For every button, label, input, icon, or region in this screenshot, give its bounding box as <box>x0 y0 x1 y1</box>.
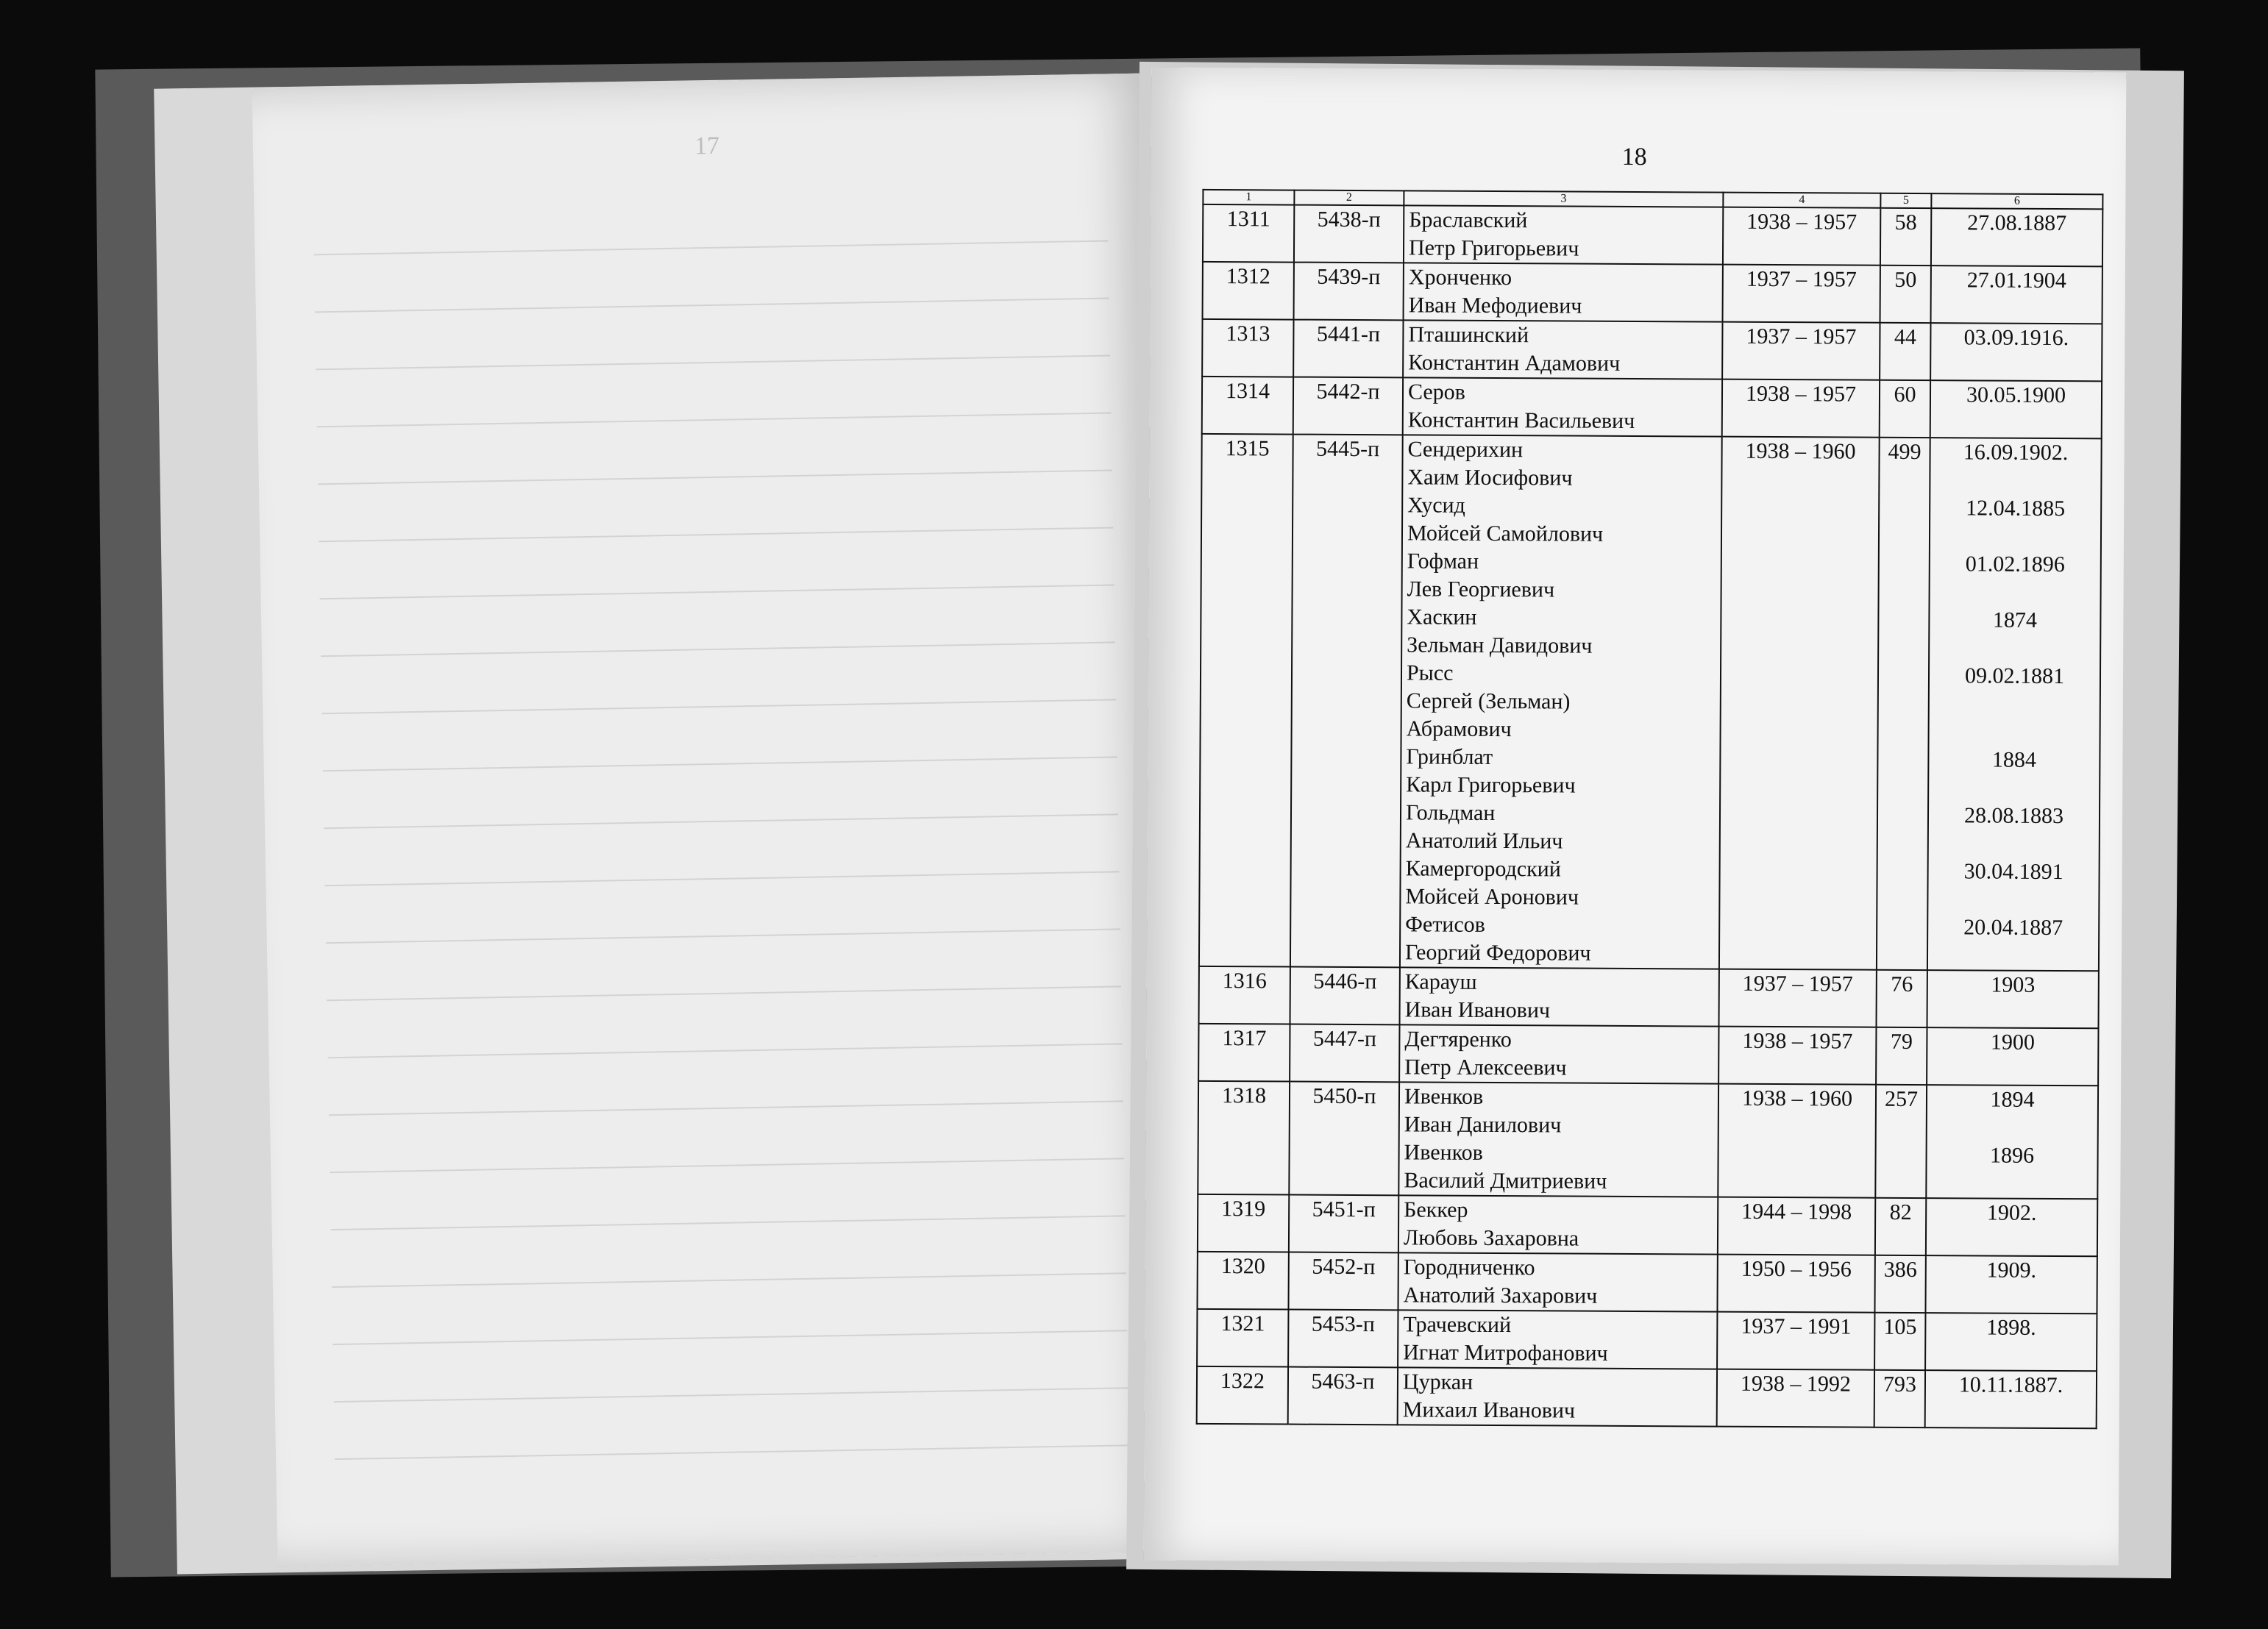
sheet-count: 58 <box>1880 208 1931 265</box>
person-name-line: Хронченко <box>1408 265 1512 290</box>
column-header: 4 <box>1723 193 1880 208</box>
person-name-line: Дегтяренко <box>1404 1027 1512 1052</box>
table-body <box>1197 204 2103 1428</box>
birth-date <box>1935 578 2096 607</box>
file-code: 5439-п <box>1294 263 1404 321</box>
person-name-line: Браславский <box>1409 207 1528 233</box>
column-header: 6 <box>1931 193 2102 209</box>
birth-date: 1898. <box>1986 1315 2036 1340</box>
birth-date: 16.09.1902. <box>1963 440 2069 466</box>
person-name-line: Константин Адамович <box>1408 350 1621 376</box>
table-row <box>1202 377 2102 438</box>
person-name-line: Хаим Иосифович <box>1407 465 1573 491</box>
birth-date: 1909. <box>1986 1258 2037 1283</box>
table-row <box>1197 1366 2097 1428</box>
person-name-line: Зельман Давидович <box>1407 632 1593 658</box>
record-number: 1317 <box>1198 1024 1290 1082</box>
birth-date <box>1932 1113 2093 1142</box>
person-name-line: Хусид <box>1407 493 1465 518</box>
table-row <box>1198 1081 2098 1199</box>
year-range: 1938 – 1960 <box>1719 437 1880 970</box>
birth-dates <box>1930 323 2102 381</box>
birth-date: 03.09.1916. <box>1963 325 2069 351</box>
person-name-line: Василий Дмитриевич <box>1404 1168 1607 1194</box>
record-number: 1311 <box>1203 204 1294 263</box>
birth-date <box>1934 690 2095 719</box>
person-names <box>1403 377 1722 436</box>
record-number: 1312 <box>1203 262 1294 320</box>
sheet-count: 257 <box>1875 1085 1927 1198</box>
person-name-line: Серов <box>1407 379 1465 404</box>
person-names <box>1399 1024 1718 1083</box>
sheet-count: 105 <box>1874 1313 1925 1370</box>
birth-dates <box>1925 1370 2097 1428</box>
birth-date: 01.02.1896 <box>1965 552 2065 577</box>
sheet-count: 386 <box>1874 1255 1925 1313</box>
record-number: 1315 <box>1199 434 1293 967</box>
person-name-line: Игнат Митрофанович <box>1403 1340 1608 1366</box>
year-range: 1938 – 1957 <box>1722 379 1880 438</box>
birth-date: 27.01.1904 <box>1966 268 2066 293</box>
file-code: 5463-п <box>1288 1367 1398 1425</box>
sheet-count: 499 <box>1877 438 1930 970</box>
person-name-line: Пташинский <box>1408 322 1529 348</box>
year-range: 1938 – 1957 <box>1718 1027 1876 1085</box>
record-number: 1316 <box>1199 966 1290 1024</box>
person-name-line: Мойсей Самойлович <box>1407 521 1604 546</box>
person-name-line: Лев Георгиевич <box>1407 577 1555 602</box>
record-number: 1322 <box>1197 1366 1288 1425</box>
person-name-line: Гофман <box>1407 549 1479 574</box>
birth-dates <box>1926 1085 2098 1199</box>
person-name-line: Трачевский <box>1403 1312 1512 1338</box>
person-name-line: Хаскин <box>1407 605 1477 630</box>
person-name-line: Ивенков <box>1404 1140 1483 1165</box>
sheet-count: 793 <box>1874 1370 1925 1427</box>
year-range: 1938 – 1992 <box>1717 1369 1874 1427</box>
sheet-count: 60 <box>1880 380 1930 438</box>
file-code: 5447-п <box>1290 1024 1399 1083</box>
person-name-line: Константин Васильевич <box>1407 407 1635 433</box>
year-range: 1937 – 1991 <box>1717 1312 1874 1370</box>
right-page <box>1144 68 2127 1566</box>
file-code: 5446-п <box>1290 967 1400 1025</box>
left-page <box>252 74 1176 1567</box>
birth-dates <box>1927 970 2099 1028</box>
person-names <box>1400 967 1719 1026</box>
person-names <box>1404 205 1723 264</box>
person-name-line: Мойсей Аронович <box>1405 884 1579 910</box>
record-number: 1319 <box>1198 1194 1289 1252</box>
register-table <box>1196 189 2104 1429</box>
birth-date: 30.05.1900 <box>1966 382 2066 408</box>
file-code: 5441-п <box>1293 320 1403 378</box>
year-range: 1950 – 1956 <box>1717 1255 1874 1313</box>
record-number: 1318 <box>1198 1081 1290 1195</box>
birth-date: 09.02.1881 <box>1964 663 2065 689</box>
file-code: 5445-п <box>1290 435 1403 968</box>
person-name-line: Рысс <box>1406 660 1454 685</box>
person-name-line: Сендерихин <box>1407 437 1524 463</box>
person-name-line: Ивенков <box>1404 1084 1484 1109</box>
person-name-line: Иван Данилович <box>1404 1112 1562 1138</box>
person-name-line: Фетисов <box>1405 912 1485 937</box>
birth-date: 1874 <box>1992 607 2037 632</box>
person-name-line: Любовь Захаровна <box>1403 1225 1579 1251</box>
table-row <box>1199 434 2102 971</box>
person-name-line: Абрамович <box>1406 716 1512 742</box>
person-names <box>1398 1252 1717 1311</box>
birth-date: 1902. <box>1986 1200 2037 1225</box>
birth-date <box>1933 885 2094 914</box>
person-name-line: Карауш <box>1404 969 1477 994</box>
file-code: 5438-п <box>1294 205 1404 263</box>
table-row <box>1198 1194 2097 1256</box>
file-code: 5442-п <box>1293 377 1403 435</box>
year-range: 1944 – 1998 <box>1718 1197 1875 1255</box>
record-number: 1320 <box>1197 1252 1288 1310</box>
birth-date: 1903 <box>1991 972 2036 997</box>
record-number: 1313 <box>1202 319 1293 377</box>
person-names <box>1398 1082 1718 1197</box>
sheet-count: 82 <box>1875 1198 1926 1255</box>
person-name-line: Михаил Иванович <box>1402 1397 1576 1423</box>
birth-date: 1896 <box>1990 1143 2035 1168</box>
table-row <box>1203 262 2102 324</box>
birth-dates <box>1925 1255 2097 1313</box>
birth-date: 12.04.1885 <box>1966 496 2066 521</box>
table-row <box>1202 319 2102 381</box>
record-number: 1314 <box>1202 377 1293 435</box>
person-name-line: Иван Мефодиевич <box>1408 293 1582 318</box>
birth-dates <box>1930 380 2102 438</box>
person-name-line: Петр Григорьевич <box>1408 235 1579 261</box>
person-names <box>1398 1367 1717 1426</box>
sheet-count: 50 <box>1880 265 1931 323</box>
person-name-line: Иван Иванович <box>1404 997 1551 1023</box>
sheet-count: 79 <box>1876 1027 1927 1085</box>
page-number: 18 <box>1621 143 1647 171</box>
table-row <box>1199 966 2099 1028</box>
column-header: 3 <box>1404 190 1723 207</box>
birth-dates <box>1926 1198 2097 1256</box>
birth-date: 30.04.1891 <box>1963 859 2063 885</box>
person-names <box>1398 1195 1718 1254</box>
file-code: 5450-п <box>1289 1082 1399 1196</box>
sheet-count: 44 <box>1880 323 1930 380</box>
person-name-line: Георгий Федорович <box>1404 940 1591 966</box>
birth-date <box>1931 1169 2092 1198</box>
left-page-number: 17 <box>694 132 720 160</box>
birth-date <box>1935 466 2096 495</box>
birth-dates <box>1931 208 2102 266</box>
sheet-count: 76 <box>1877 970 1927 1027</box>
birth-date: 27.08.1887 <box>1967 210 2067 236</box>
person-name-line: Беккер <box>1404 1197 1468 1222</box>
birth-date: 1884 <box>1991 747 2036 772</box>
person-name-line: Городниченко <box>1403 1255 1535 1280</box>
file-code: 5452-п <box>1288 1252 1398 1311</box>
person-name-line: Петр Алексеевич <box>1404 1055 1567 1080</box>
person-names <box>1404 263 1723 321</box>
table-row <box>1197 1309 2097 1371</box>
person-names <box>1400 435 1722 969</box>
birth-date <box>1934 718 2095 746</box>
year-range: 1937 – 1957 <box>1722 322 1880 380</box>
birth-dates <box>1927 1027 2098 1086</box>
person-name-line: Гольдман <box>1405 800 1496 826</box>
person-name-line: Карл Григорьевич <box>1406 772 1576 798</box>
birth-dates <box>1931 265 2102 324</box>
record-number: 1321 <box>1197 1309 1288 1367</box>
year-range: 1937 – 1957 <box>1719 969 1877 1027</box>
bleed-through-lines <box>313 185 1131 1537</box>
person-name-line: Гринблат <box>1406 744 1493 769</box>
birth-dates <box>1927 438 2102 971</box>
birth-date <box>1934 634 2095 663</box>
person-name-line: Сергей (Зельман) <box>1406 688 1571 714</box>
birth-dates <box>1925 1313 2097 1371</box>
person-name-line: Анатолий Ильич <box>1405 828 1563 854</box>
file-code: 5451-п <box>1289 1195 1398 1253</box>
year-range: 1938 – 1957 <box>1723 207 1880 265</box>
table-row <box>1203 204 2102 266</box>
table-row <box>1197 1252 2097 1313</box>
person-name-line: Цуркан <box>1402 1369 1474 1394</box>
person-names <box>1398 1310 1717 1369</box>
person-name-line: Анатолий Захарович <box>1403 1283 1598 1308</box>
birth-date <box>1935 522 2096 551</box>
birth-date <box>1933 941 2094 970</box>
column-header: 2 <box>1294 190 1404 206</box>
birth-date: 1900 <box>1990 1030 2035 1055</box>
birth-date <box>1933 830 2094 858</box>
person-names <box>1403 320 1722 379</box>
column-header: 5 <box>1880 193 1931 208</box>
file-code: 5453-п <box>1288 1310 1398 1368</box>
birth-date: 1894 <box>1990 1087 2035 1112</box>
person-name-line: Камергородский <box>1405 856 1561 882</box>
year-range: 1938 – 1960 <box>1718 1084 1876 1198</box>
table-row <box>1198 1024 2098 1086</box>
column-header: 1 <box>1203 190 1294 205</box>
birth-date: 20.04.1887 <box>1963 915 2063 941</box>
birth-date <box>1933 774 2094 802</box>
year-range: 1937 – 1957 <box>1723 265 1880 323</box>
birth-date: 28.08.1883 <box>1963 803 2064 829</box>
birth-date: 10.11.1887. <box>1958 1372 2063 1398</box>
